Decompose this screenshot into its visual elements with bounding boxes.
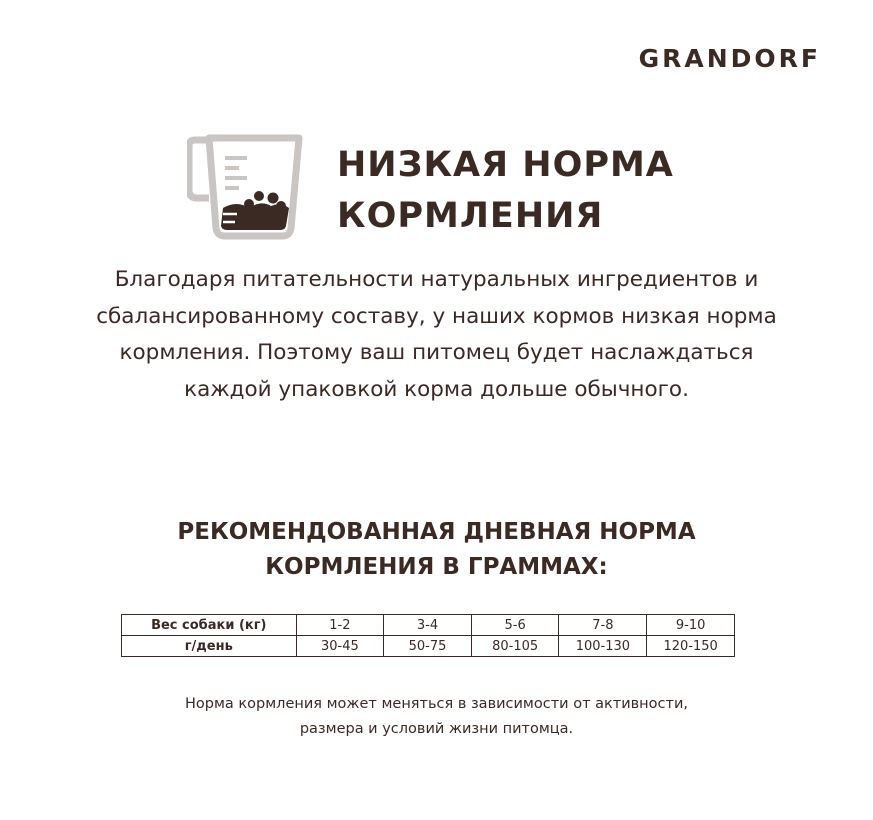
headline xyxy=(337,140,674,242)
table-cell: 80-105 xyxy=(471,636,559,657)
footnote-line: размера и условий жизни питомца. xyxy=(299,721,574,737)
intro-line: каждой упаковкой корма дольше обычного. xyxy=(184,376,689,402)
feeding-table xyxy=(121,614,735,657)
table-cell: 100-130 xyxy=(559,636,647,657)
table-title xyxy=(40,515,833,585)
table-row-grams xyxy=(122,636,735,657)
table-cell: 50-75 xyxy=(384,636,472,657)
table-cell: 5-6 xyxy=(471,615,559,636)
headline-line-2: КОРМЛЕНИЯ xyxy=(337,196,604,236)
table-cell: 9-10 xyxy=(647,615,735,636)
table-cell: 7-8 xyxy=(559,615,647,636)
table-title-line-1: РЕКОМЕНДОВАННАЯ ДНЕВНАЯ НОРМА xyxy=(177,519,696,545)
measuring-cup-icon xyxy=(187,134,305,242)
footnote-line: Норма кормления может меняться в зависимости от активности, xyxy=(185,696,688,712)
table-cell: 120-150 xyxy=(647,636,735,657)
headline-line-1: НИЗКАЯ НОРМА xyxy=(337,145,674,185)
table-title-line-2: КОРМЛЕНИЯ В ГРАММАХ: xyxy=(265,554,608,580)
table-cell: 3-4 xyxy=(384,615,472,636)
intro-line: кормления. Поэтому ваш питомец будет наслаждаться xyxy=(119,340,754,365)
intro-paragraph xyxy=(40,262,833,408)
brand-logo: GRANDORF xyxy=(638,44,821,73)
footnote xyxy=(40,692,833,742)
row-label-weight: Вес собаки (кг) xyxy=(122,615,297,636)
intro-line: Благодаря питательности натуральных ингредиентов и xyxy=(114,267,759,292)
table-cell: 1-2 xyxy=(296,615,384,636)
table-row-weight xyxy=(122,615,735,636)
row-label-grams: г/день xyxy=(122,636,297,657)
table-cell: 30-45 xyxy=(296,636,384,657)
intro-line: сбалансированному составу, у наших кормов низкая норма xyxy=(96,303,777,329)
